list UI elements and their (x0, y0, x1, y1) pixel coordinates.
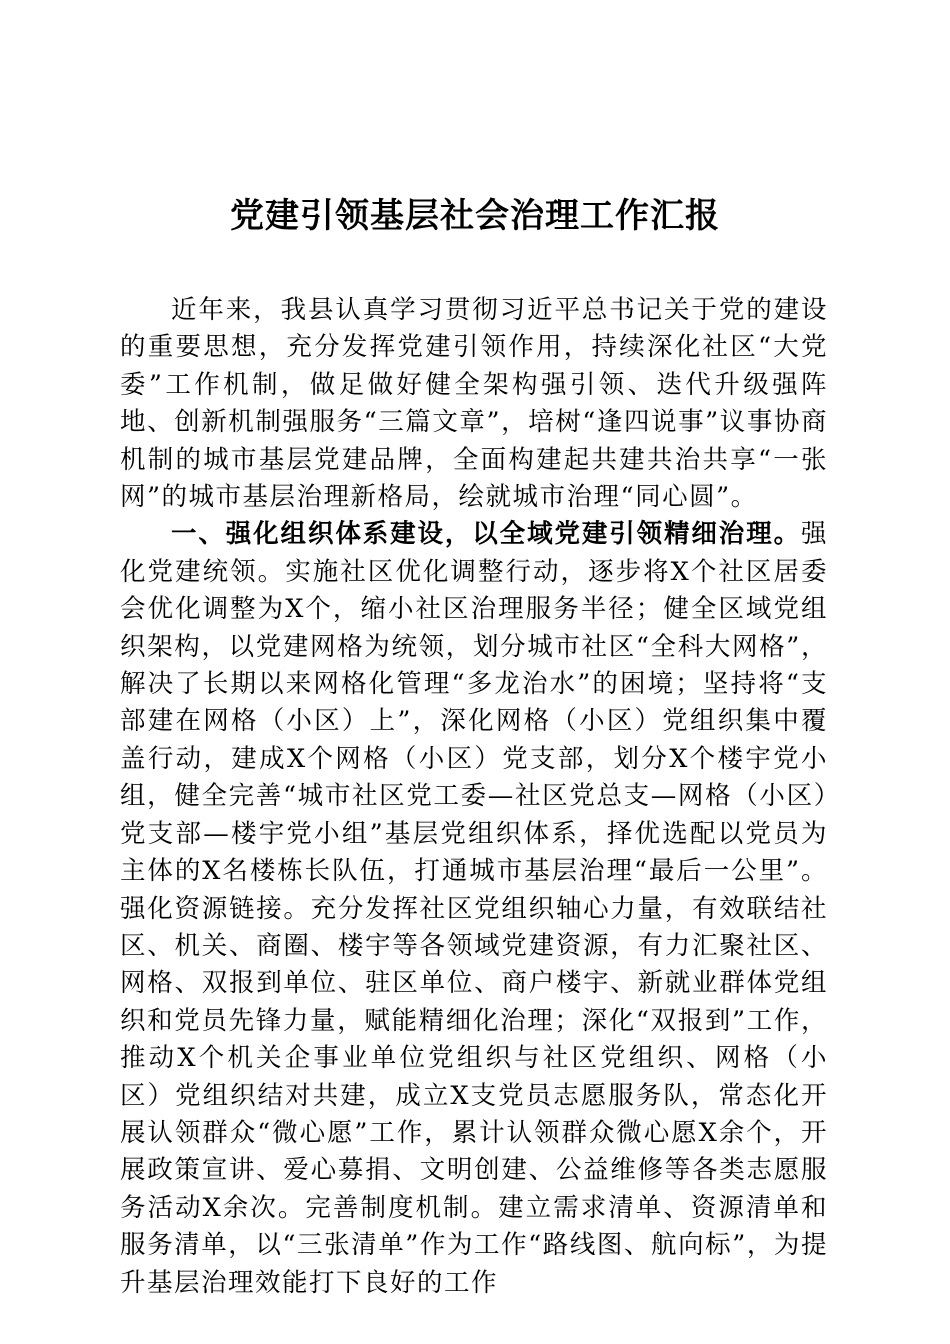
section-1-body: 强化党建统领。实施社区优化调整行动，逐步将X个社区居委会优化调整为X个，缩小社区治理服务半径；健全区域党组织架构，以党建网格为统领，划分城市社区“全科大网格”，解决了长期以来网格化管理“多龙治水”的困境；坚持将“支部建在网格（小区）上”，深化网格（小区）党组织集中覆盖行动，建成X个网格（小区）党支部，划分X个楼宇党小组，健全完善“城市社区党工委—社区党总支—网格（小区）党支部—楼宇党小组”基层党组织体系，择优选配以党员为主体的X名楼栋长队伍，打通城市基层治理“最后一公里”。强化资源链接。充分发挥社区党组织轴心力量，有效联结社区、机关、商圈、楼宇等各领域党建资源，有力汇聚社区、网格、双报到单位、驻区单位、商户楼宇、新就业群体党组织和党员先锋力量，赋能精细化治理；深化“双报到”工作，推动X个机关企事业单位党组织与社区党组织、网格（小区）党组织结对共建，成立X支党员志愿服务队，常态化开展认领群众“微心愿”工作，累计认领群众微心愿X余个，开展政策宣讲、爱心募捐、文明创建、公益维修等各类志愿服务活动X余次。完善制度机制。建立需求清单、资源清单和服务清单，以“三张清单”作为工作“路线图、航向标”，为提升基层治理效能打下良好的工作 (120, 519, 828, 1298)
section-1-paragraph (120, 516, 828, 1302)
intro-paragraph: 近年来，我县认真学习贯彻习近平总书记关于党的建设的重要思想，充分发挥党建引领作用，持续深化社区“大党委”工作机制，做足做好健全架构强引领、迭代升级强阵地、创新机制强服务“三篇文章”，培树“逢四说事”议事协商机制的城市基层党建品牌，全面构建起共建共治共享“一张网”的城市基层治理新格局，绘就城市治理“同心圆”。 (120, 295, 828, 513)
document-title: 党建引领基层社会治理工作汇报 (230, 196, 720, 236)
section-1-heading: 一、强化组织体系建设，以全域党建引领精细治理。 (171, 519, 801, 550)
document-body (120, 292, 828, 1302)
